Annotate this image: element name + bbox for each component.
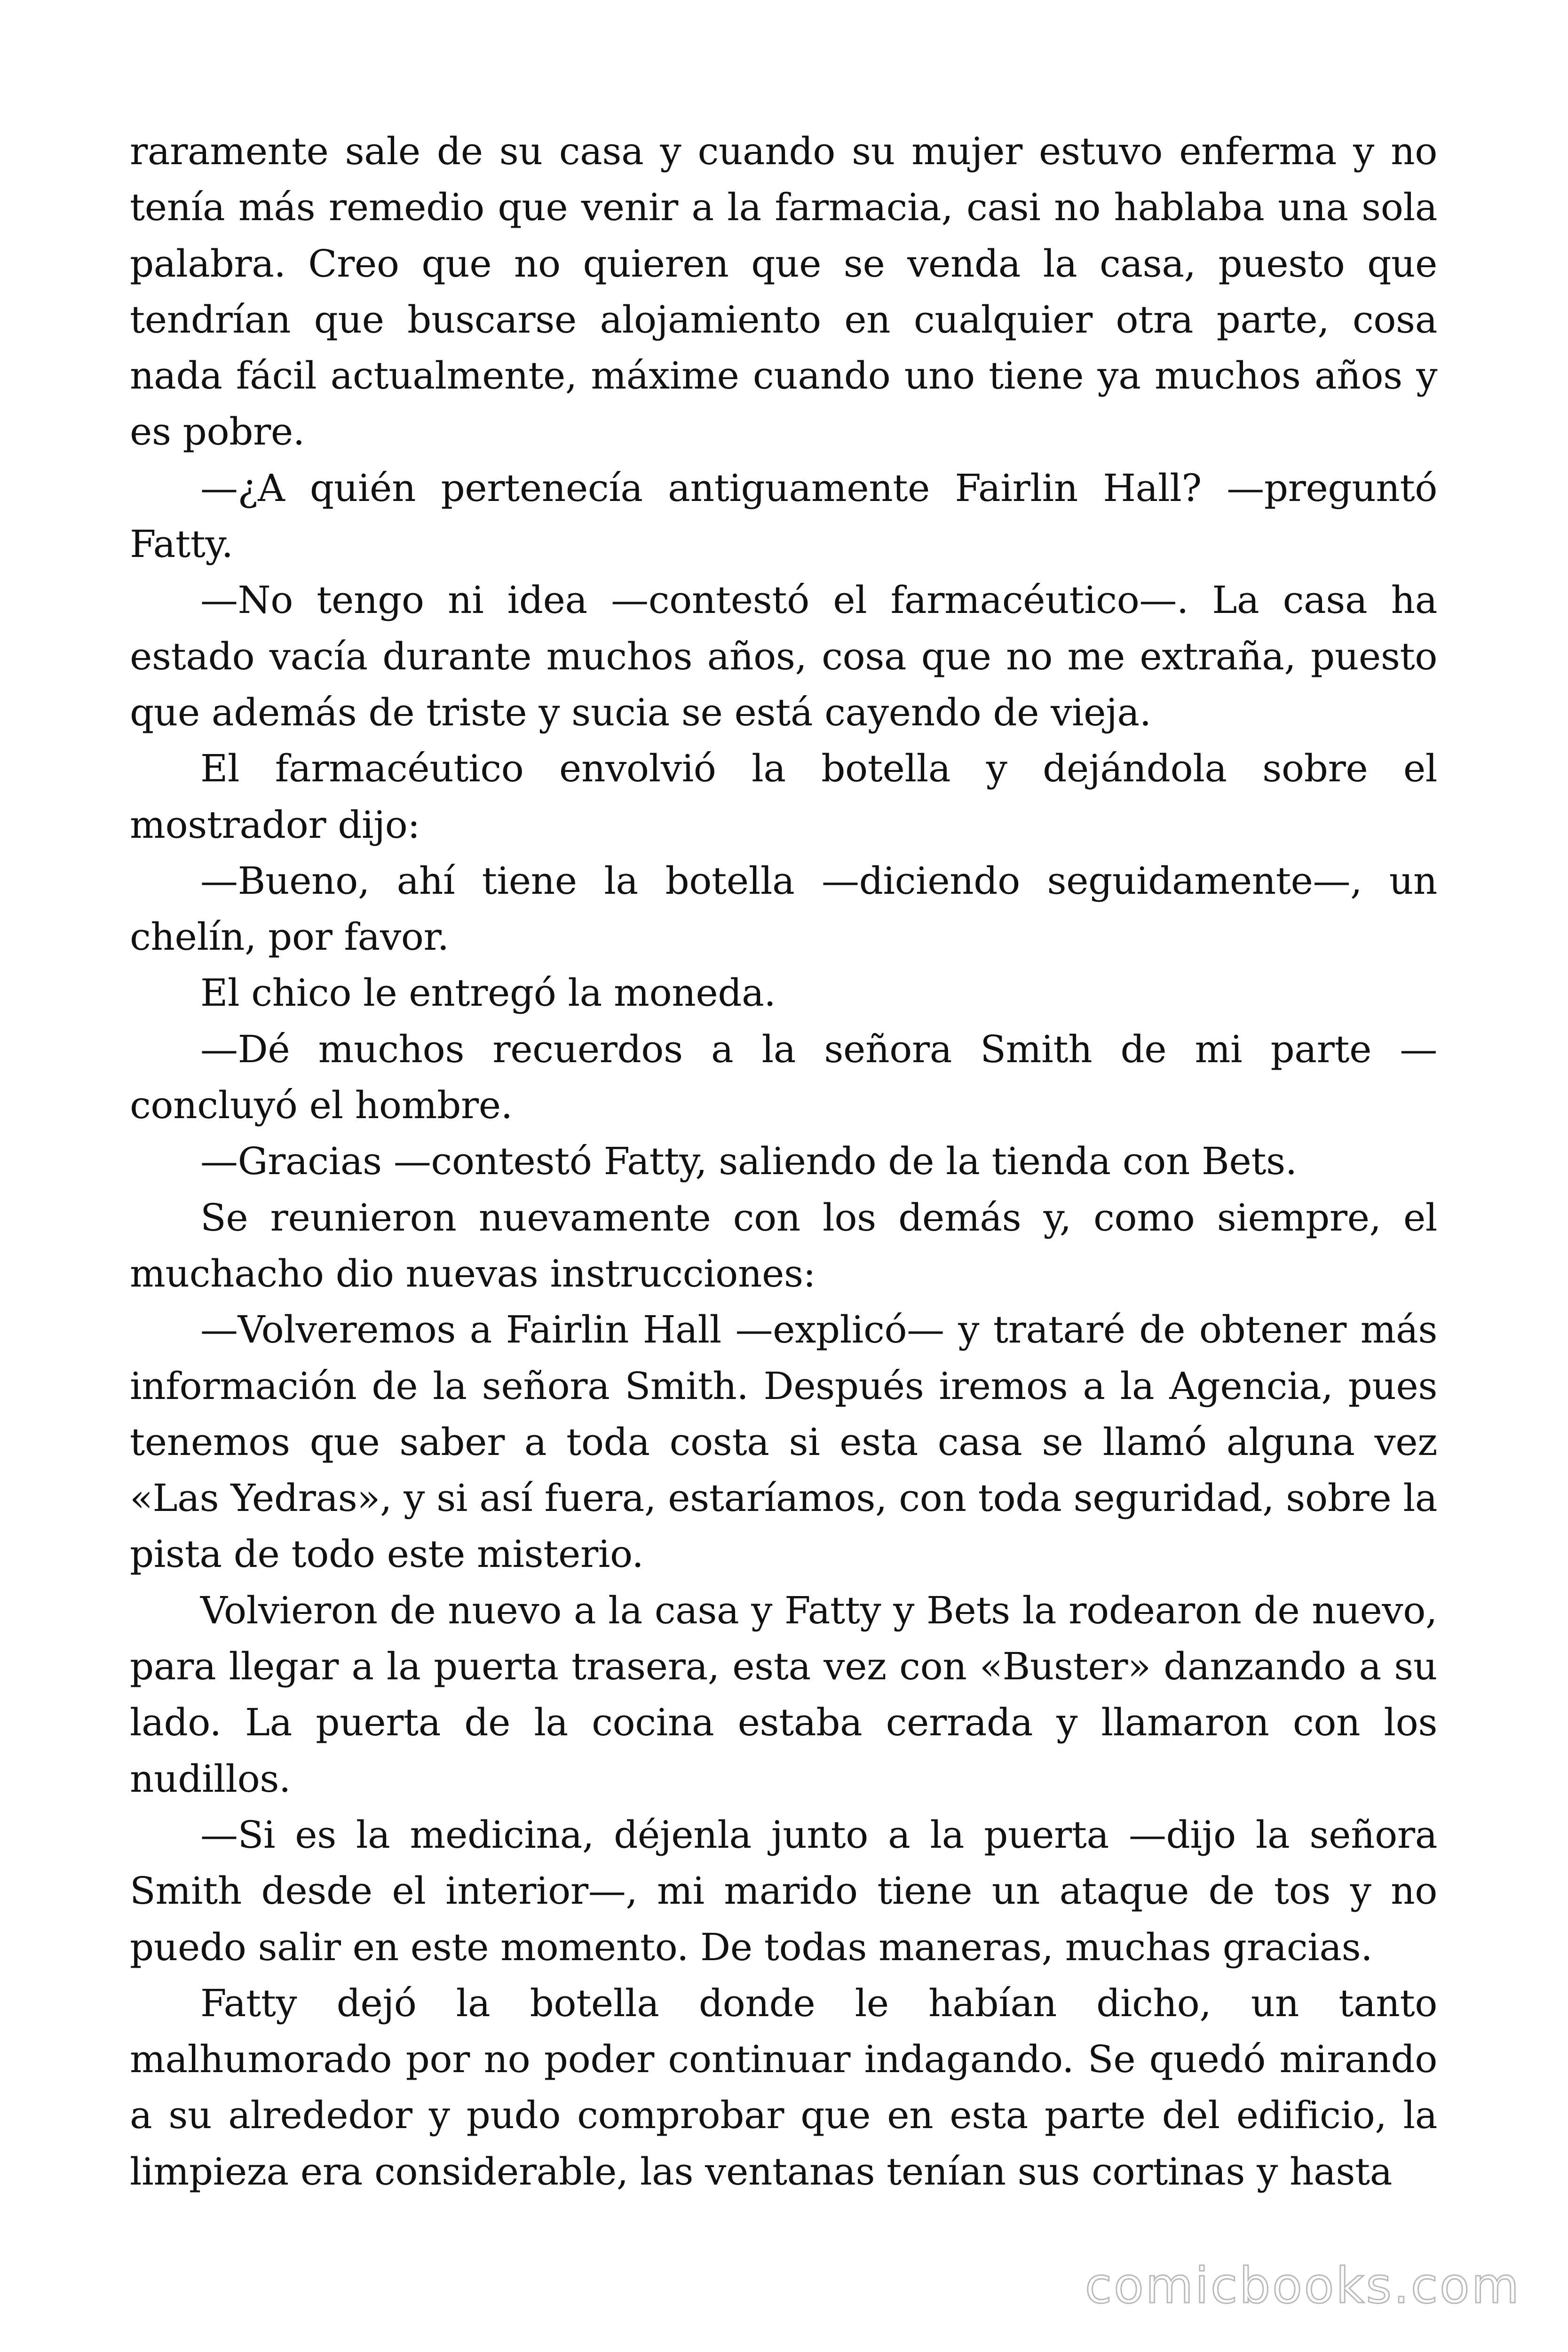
watermark: comicbooks.com [1085,2257,1521,2314]
paragraph: —¿A quién pertenecía antiguamente Fairlin Hall? —preguntó Fatty. [130,466,1437,566]
paragraph: Se reunieron nuevamente con los demás y, como siempre, el muchacho dio nuevas instrucciones: [130,1195,1437,1295]
paragraph: —Gracias —contestó Fatty, saliendo de la tienda con Bets. [200,1139,1297,1184]
paragraph: raramente sale de su casa y cuando su mujer estuvo enferma y no tenía más remedio que venir a la farmacia, casi no hablaba una sola palabra. Creo que no quieren que se venda la casa, puesto que tendrían que buscarse alojamiento en cualquier otra parte, cosa nada fácil actualmente, máxime cuando uno tiene ya muchos años y es pobre. [130,129,1437,454]
paragraph: Fatty dejó la botella donde le habían dicho, un tanto malhumorado por no poder continuar indagando. Se quedó mirando a su alrededor y pudo comprobar que en esta parte del edificio, la limpieza era considerable, las ventanas tenían sus cortinas y hasta [130,1981,1437,2193]
paragraph: —Volveremos a Fairlin Hall —explicó— y trataré de obtener más información de la señora Smith. Después iremos a la Agencia, pues tenemos que saber a toda costa si esta casa se llamó alguna vez «Las Yedras», y si así fuera, estaríamos, con toda seguridad, sobre la pista de todo este misterio. [130,1308,1437,1576]
paragraph: —No tengo ni idea —contestó el farmacéutico—. La casa ha estado vacía durante muchos años, cosa que no me extraña, puesto que además de triste y sucia se está cayendo de vieja. [130,578,1437,734]
page-body [130,123,1437,2200]
paragraph: —Si es la medicina, déjenla junto a la puerta —dijo la señora Smith desde el interior—, mi marido tiene un ataque de tos y no puedo salir en este momento. De todas maneras, muchas gracias. [130,1812,1437,1969]
paragraph: El chico le entregó la moneda. [200,971,776,1015]
paragraph: —Bueno, ahí tiene la botella —diciendo seguidamente—, un chelín, por favor. [130,858,1437,959]
paragraph: Volvieron de nuevo a la casa y Fatty y Bets la rodearon de nuevo, para llegar a la puerta trasera, esta vez con «Buster» danzando a su lado. La puerta de la cocina estaba cerrada y llamaron con los nudillos. [130,1588,1437,1801]
paragraph: El farmacéutico envolvió la botella y dejándola sobre el mostrador dijo: [130,747,1437,847]
paragraph: —Dé muchos recuerdos a la señora Smith de mi parte — concluyó el hombre. [130,1027,1437,1128]
